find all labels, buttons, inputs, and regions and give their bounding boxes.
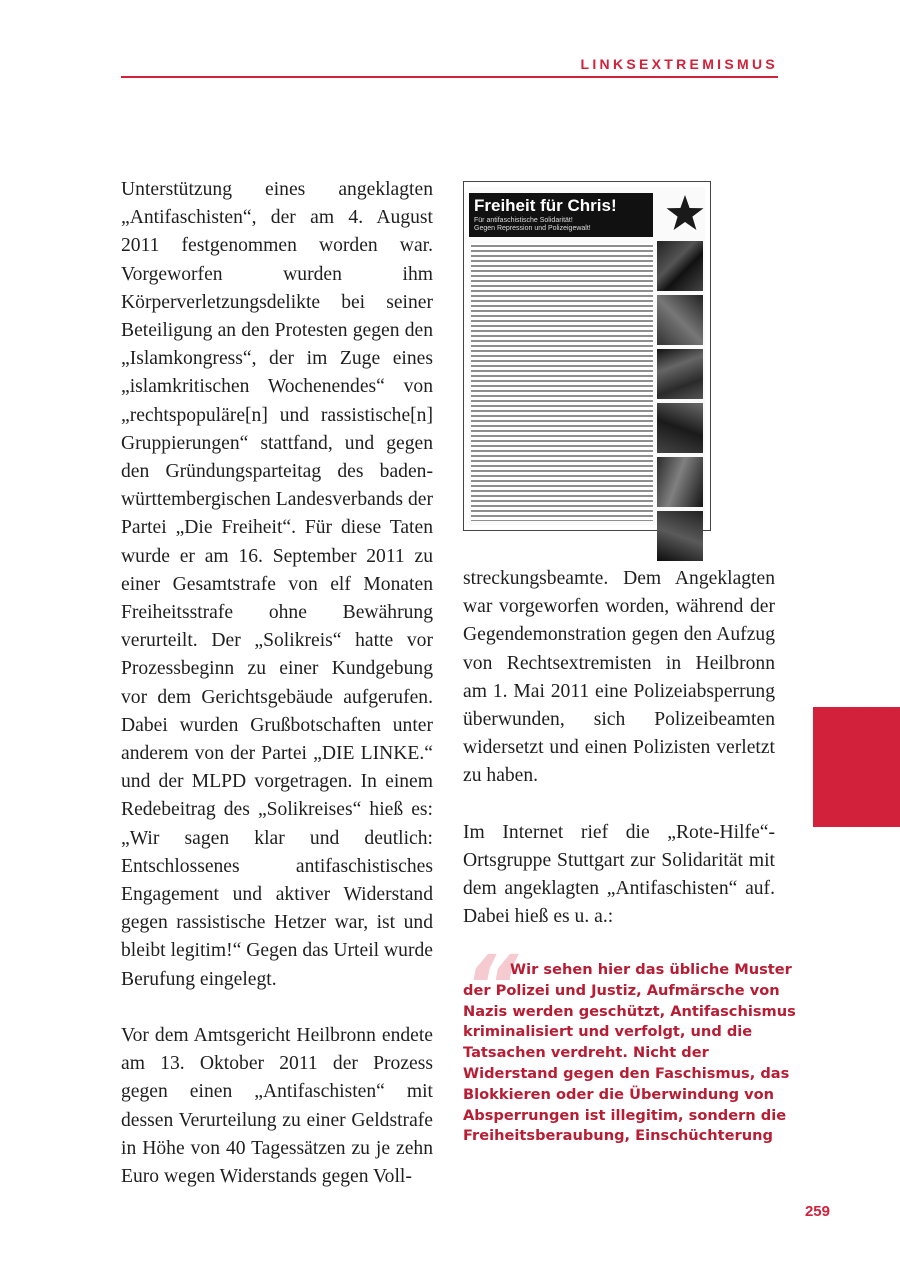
flyer-subtitle-line: Gegen Repression und Polizeigewalt!	[474, 225, 591, 232]
right-column	[463, 565, 775, 931]
running-header: LINKSEXTREMISMUS	[580, 56, 778, 72]
chapter-tab	[813, 707, 900, 827]
flyer-subtitle-line: Für antifaschistische Solidarität!	[474, 217, 573, 224]
flyer-photo-strip	[657, 241, 703, 565]
flyer-image	[463, 181, 711, 531]
body-paragraph: streckungsbeamte. Dem Angeklagten war vorgeworfen worden, während der Gegendemonstration gegen den Aufzug von Rechtsextremisten in Heilbronn am 1. Mai 2011 eine Polizeiabsperrung überwunden, sich Polizeibeamten widersetzt und einen Polizisten verletzt zu haben.	[463, 568, 775, 787]
flyer-photo	[657, 241, 703, 291]
star-icon	[665, 193, 705, 233]
left-column	[121, 176, 433, 1191]
body-paragraph: Unterstützung eines angeklagten „Antifaschisten“, der am 4. August 2011 festgenommen worden war. Vorgeworfen wurden ihm Körperverletzungsdelikte bei seiner Beteiligung an den Protesten gegen den „Islamkongress“, der im Zuge eines „islamkritischen Wochenendes“ von „rechtspopuläre[n] und rassistische[n] Gruppierungen“ stattfand, und gegen den Gründungsparteitag des baden-württembergischen Landesverbands der Partei „Die Freiheit“. Für diese Taten wurde er am 16. September 2011 zu einer Gesamtstrafe von elf Monaten Freiheitsstrafe ohne Bewährung verurteilt. Der „Solikreis“ hatte vor Prozessbeginn zu einer Kundgebung vor dem Gerichtsgebäude aufgerufen. Dabei wurden Grußbotschaften unter anderem von der Partei „DIE LINKE.“ und der MLPD vorgetragen. In einem Redebeitrag des „Solikreises“ hieß es: „Wir sagen klar und deutlich: Entschlossenes antifaschistisches Engagement und aktiver Widerstand gegen rassistische Hetzer war, ist und bleibt legitim!“ Gegen das Urteil wurde Berufung eingelegt.	[121, 179, 433, 990]
header-rule	[121, 76, 778, 78]
flyer-subtitle	[474, 217, 654, 233]
flyer-photo	[657, 295, 703, 345]
flyer-title: Freiheit für Chris!	[474, 196, 617, 215]
flyer-photo	[657, 457, 703, 507]
flyer-body-text	[471, 243, 653, 521]
page-number: 259	[804, 1203, 830, 1220]
flyer-header	[469, 193, 653, 237]
pull-quote: Wir sehen hier das übliche Muster der Polizei und Justiz, Aufmärsche von Nazis werden geschützt, Antifaschismus kriminalisiert und verfolgt, und die Tatsachen verdreht. Nicht der Widerstand gegen den Faschismus, das Blokkieren oder die Überwindung von Absperrungen ist illegitim, sondern die Freiheitsberaubung, Einschüchterung	[463, 961, 796, 1145]
body-paragraph: Vor dem Amtsgericht Heilbronn endete am 13. Oktober 2011 der Prozess gegen einen „Antifaschisten“ mit dessen Verurteilung zu einer Geldstrafe in Höhe von 40 Tagessätzen zu je zehn Euro wegen Widerstands gegen Voll-	[121, 1024, 433, 1187]
body-paragraph: Im Internet rief die „Rote-Hilfe“-Ortsgruppe Stuttgart zur Solidarität mit dem angeklagten „Antifaschisten“ auf. Dabei hieß es u. a.:	[463, 821, 775, 928]
flyer-photo	[657, 511, 703, 561]
quote-mark: “	[464, 937, 519, 1035]
flyer-photo	[657, 403, 703, 453]
flyer-content	[469, 187, 705, 525]
flyer-photo	[657, 349, 703, 399]
